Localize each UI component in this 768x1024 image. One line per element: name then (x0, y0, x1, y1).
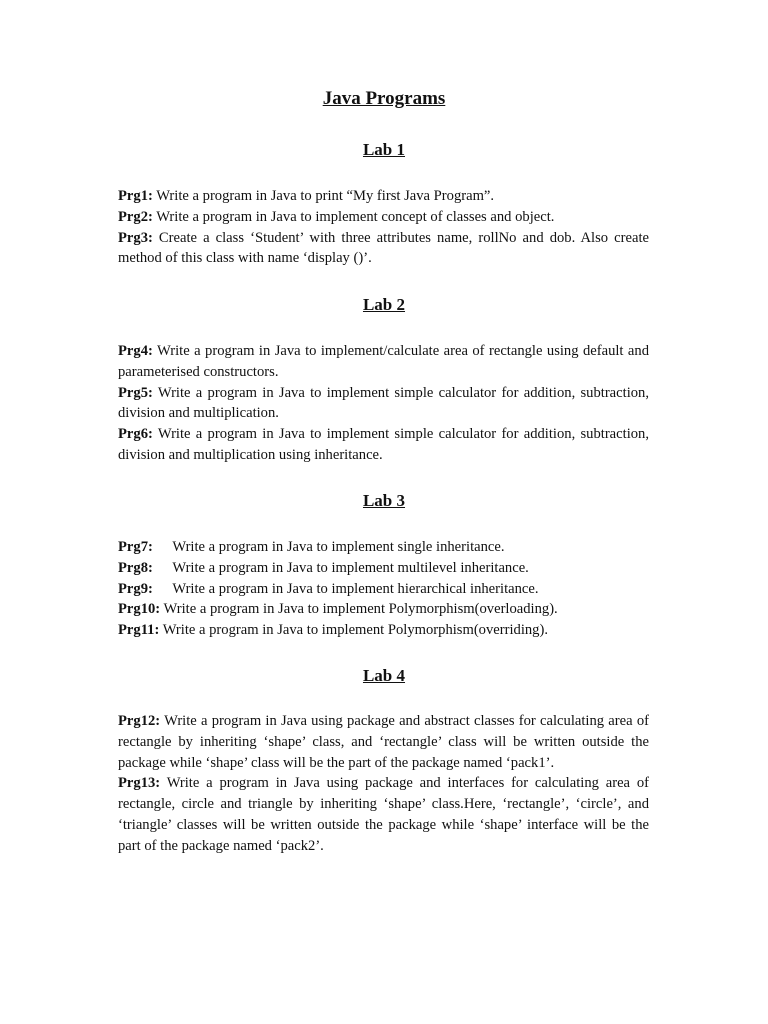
program-text: Write a program in Java to implement/calculate area of rectangle using default and parameterised constructors. (118, 343, 649, 380)
program-label: Prg4: (118, 343, 153, 359)
program-label: Prg3: (118, 229, 153, 246)
lab-4-heading: Lab 4 (362, 666, 406, 685)
program-prg13 (118, 773, 649, 856)
program-label: Prg8: (118, 559, 153, 576)
program-text: Write a program in Java using package and interfaces for calculating area of rectangle, circle and triangle by inheriting ‘shape’ class.Here, ‘rectangle’, ‘circle’, and ‘triangle’ classes will be written outside the package while ‘shape’ interface will be the part of the package named ‘pack2’. (118, 775, 649, 854)
lab-1-programs (118, 186, 649, 269)
lab-1-heading: Lab 1 (362, 140, 406, 159)
program-text: Write a program in Java to implement Polymorphism(overloading). (160, 601, 558, 618)
lab-3-heading: Lab 3 (362, 491, 406, 510)
program-prg8 (118, 558, 649, 579)
page-title: Java Programs (322, 88, 446, 109)
program-label: Prg12: (118, 713, 161, 729)
program-label: Prg13: (118, 775, 161, 792)
program-prg5 (118, 383, 649, 425)
program-label: Prg7: (118, 539, 153, 555)
program-text: Write a program in Java to implement Polymorphism(overriding). (159, 622, 548, 639)
lab-2-programs (118, 341, 649, 466)
program-label: Prg1: (118, 188, 153, 204)
program-text: Write a program in Java to implement simple calculator for addition, subtraction, division and multiplication. (118, 384, 649, 422)
program-text: Write a program in Java to implement simple calculator for addition, subtraction, division and multiplication using inheritance. (118, 426, 649, 463)
program-label: Prg5: (118, 384, 153, 401)
program-prg3 (118, 228, 649, 270)
program-prg1 (118, 186, 649, 207)
program-text: Write a program in Java to implement multilevel inheritance. (169, 559, 529, 576)
program-prg10 (118, 599, 649, 620)
program-prg2 (118, 207, 649, 228)
program-prg7 (118, 537, 649, 558)
lab-3-programs (118, 537, 649, 641)
program-prg12 (118, 711, 649, 773)
program-text: Write a program in Java using package and abstract classes for calculating area of rectangle by inheriting ‘shape’ class, and ‘rectangle’ class will be written outside the package while ‘shape’ class will be the part of the package named ‘pack1’. (118, 713, 649, 771)
program-text: Write a program in Java to print “My first Java Program”. (152, 188, 495, 204)
program-text: Write a program in Java to implement hierarchical inheritance. (169, 580, 539, 597)
program-text: Create a class ‘Student’ with three attributes name, rollNo and dob. Also create method of this class with name ‘display ()’. (118, 229, 649, 267)
lab-2-heading: Lab 2 (362, 295, 406, 314)
program-prg6 (118, 424, 649, 466)
program-prg4 (118, 341, 649, 383)
program-label: Prg11: (118, 622, 160, 639)
program-label: Prg2: (118, 208, 153, 225)
program-label: Prg9: (118, 580, 153, 597)
program-text: Write a program in Java to implement concept of classes and object. (152, 208, 555, 225)
program-text: Write a program in Java to implement single inheritance. (169, 539, 505, 555)
program-label: Prg10: (118, 601, 161, 618)
lab-4-programs (118, 711, 649, 857)
program-prg11 (118, 620, 649, 641)
program-label: Prg6: (118, 426, 153, 443)
program-prg9 (118, 579, 649, 600)
